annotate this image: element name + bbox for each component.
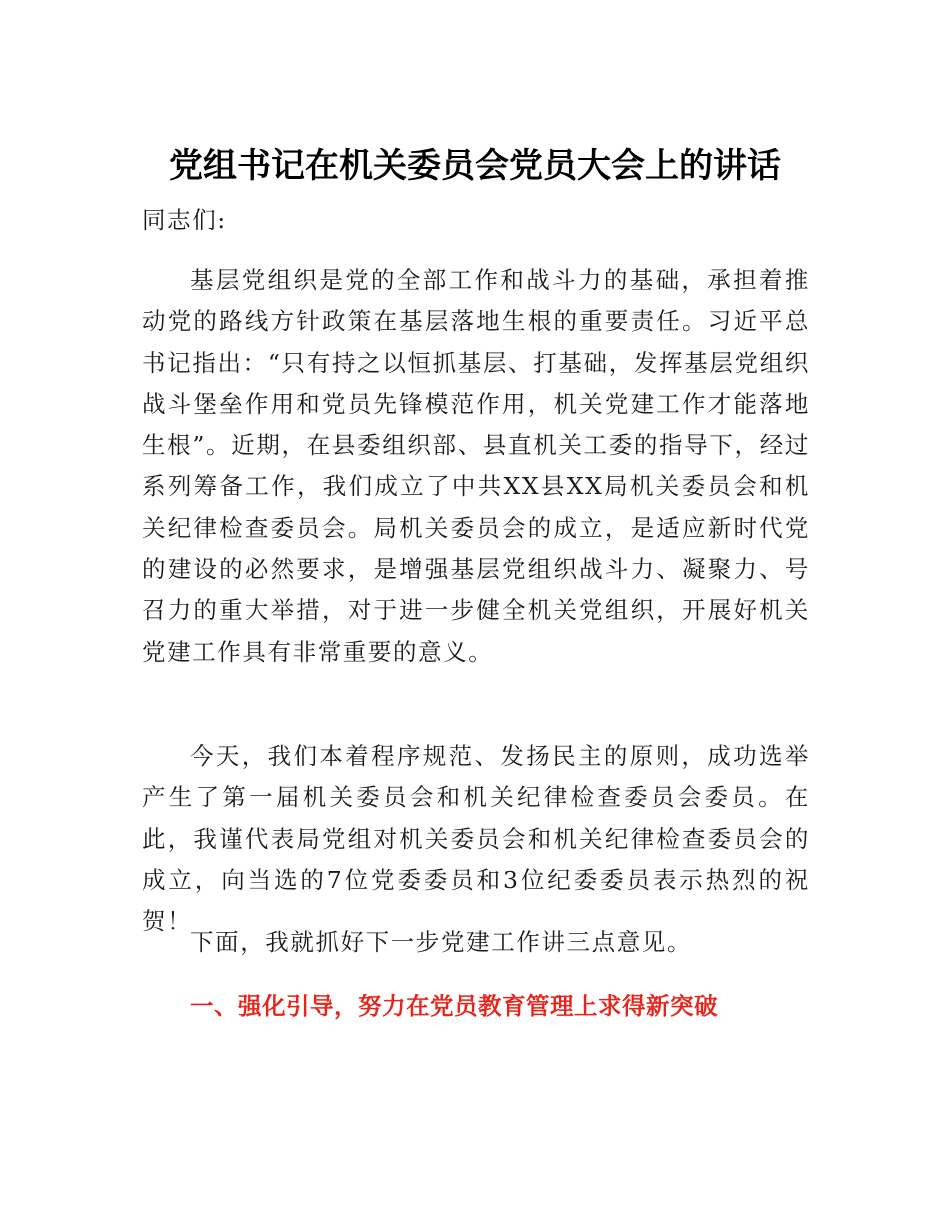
paragraph-transition: 下面，我就抓好下一步党建工作讲三点意见。 — [190, 928, 692, 956]
salutation: 同志们: — [142, 206, 227, 234]
section-heading: 一、强化引导，努力在党员教育管理上求得新突破 — [190, 992, 718, 1020]
paragraph-intro: 基层党组织是党的全部工作和战斗力的基础，承担着推动党的路线方针政策在基层落地生根的重要责任。习近平总书记指出：“只有持之以恒抓基层、打基础，发挥基层党组织战斗堡垒作用和党员先锋模范作用，机关党建工作才能落地生根”。近期，在县委组织部、县直机关工委的指导下，经过系列筹备工作，我们成立了中共XX县XX局机关委员会和机关纪律检查委员会。局机关委员会的成立，是适应新时代党的建设的必然要求，是增强基层党组织战斗力、凝聚力、号召力的重大举措，对于进一步健全机关党组织，开展好机关党建工作具有非常重要的意义。 — [142, 266, 810, 666]
paragraph-election: 今天，我们本着程序规范、发扬民主的原则，成功选举产生了第一届机关委员会和机关纪律检查委员会委员。在此，我谨代表局党组对机关委员会和机关纪律检查委员会的成立，向当选的7位党委委员和3位纪委委员表示热烈的祝贺！ — [142, 742, 810, 936]
page-title: 党组书记在机关委员会党员大会上的讲话 — [169, 146, 781, 186]
